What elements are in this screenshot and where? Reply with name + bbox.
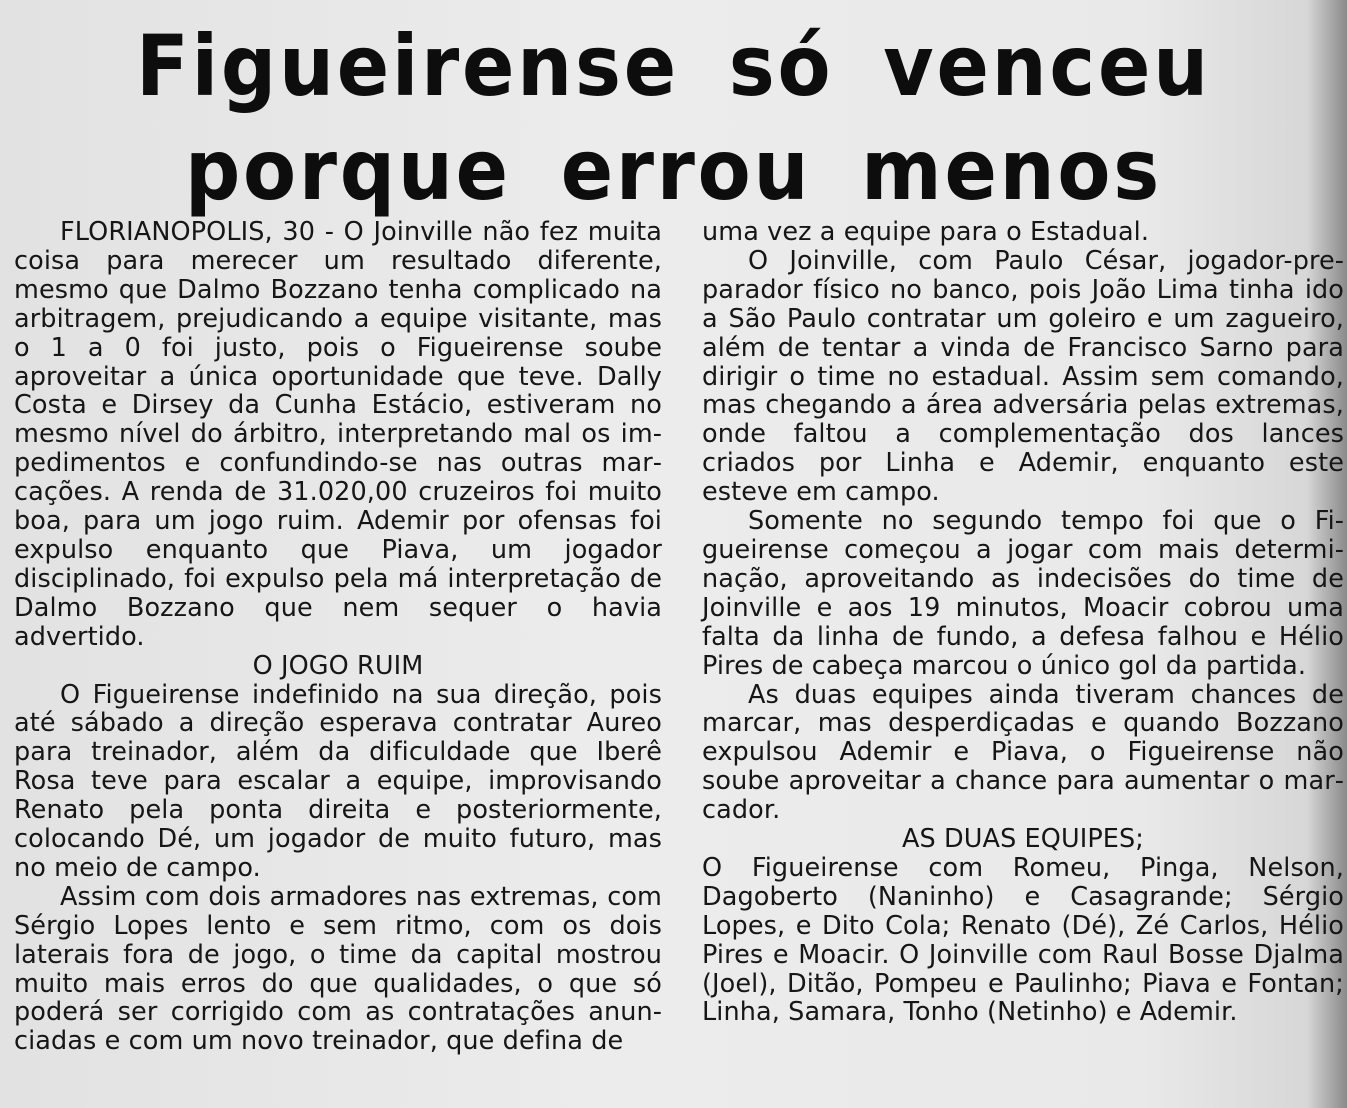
paragraph: Somente no segundo tempo foi que o Figueirense começou a jogar com mais determinação, aproveitando as indecisões do time de Joinville e aos 19 minutos, Moacir cobrou uma falta da linha de fundo, a defesa falhou e Hélio Pires de cabeça marcou o único gol da partida. [702, 506, 1344, 681]
headline [54, 14, 1293, 222]
subheading-duas-equipes: AS DUAS EQUIPES; [901, 824, 1144, 855]
headline-line-2: porque errou menos [184, 121, 1163, 219]
paragraph-continuation: uma vez a equipe para o Estadual. [702, 217, 1150, 247]
paragraph: As duas equipes ainda tiveram chances de marcar, mas desperdiçadas e quando Bozzano expulsou Ademir e Piava, o Figueirense não soube aproveitar a chance para aumentar o marcador. [702, 679, 1344, 826]
paragraph-lead: FLORIANOPOLIS, 30 - O Joinville não fez muita coisa para merecer um resultado diferente, mesmo que Dalmo Bozzano tenha complicado na arbitragem, prejudicando a equipe visitante, mas o 1 a 0 foi justo, pois o Figueirense soube aproveitar a única oportunidade que teve. Dally Costa e Dirsey da Cunha Estácio, estiveram no mesmo nível do árbitro, interpretando mal os impedimentos e confundindo-se nas outras marcações. A renda de 31.020,00 cruzeiros foi muito boa, para um jogo ruim. Ademir por ofensas foi expulso enquanto que Piava, um jogador disciplinado, foi expulso pela má interpretação de Dalmo Bozzano que nem sequer o havia advertido. [14, 217, 662, 652]
paragraph-lineups: O Figueirense com Romeu, Pinga, Nelson, Dagoberto (Naninho) e Casagrande; Sérgio Lopes, e Dito Cola; Renato (Dé), Zé Carlos, Hélio Pires e Moacir. O Joinville com Raul Bosse Djalma (Joel), Ditão, Pompeu e Paulinho; Piava e Fontan; Linha, Samara, Tonho (Netinho) e Ademir. [702, 852, 1344, 1028]
left-column [14, 218, 662, 1056]
paragraph: O Figueirense indefinido na sua direção, pois até sábado a direção esperava contratar Aureo para treinador, além da dificuldade que Iberê Rosa teve para escalar a equipe, improvisando Renato pela ponta direita e posteriormente, colocando Dé, um jogador de muito futuro, mas no meio de campo. [14, 679, 662, 883]
paragraph: Assim com dois armadores nas extremas, com Sérgio Lopes lento e sem ritmo, com os dois laterais fora de jogo, o time da capital mostrou muito mais erros do que qualidades, o que só poderá ser corrigido com as contratações anunciadas e com um novo treinador, que defina de [14, 881, 662, 1057]
right-column [702, 218, 1344, 1027]
paragraph: O Joinville, com Paulo César, jogador-preparador físico no banco, pois João Lima tinha ido a São Paulo contratar um goleiro e um zagueiro, além de tentar a vinda de Francisco Sarno para dirigir o time no estadual. Assim sem comando, mas chegando a área adversária pelas extremas, onde faltou a complementação dos lances criados por Linha e Ademir, enquanto este esteve em campo. [702, 245, 1344, 508]
subheading-jogo-ruim: O JOGO RUIM [252, 650, 424, 681]
headline-line-1: Figueirense só venceu [136, 17, 1211, 115]
